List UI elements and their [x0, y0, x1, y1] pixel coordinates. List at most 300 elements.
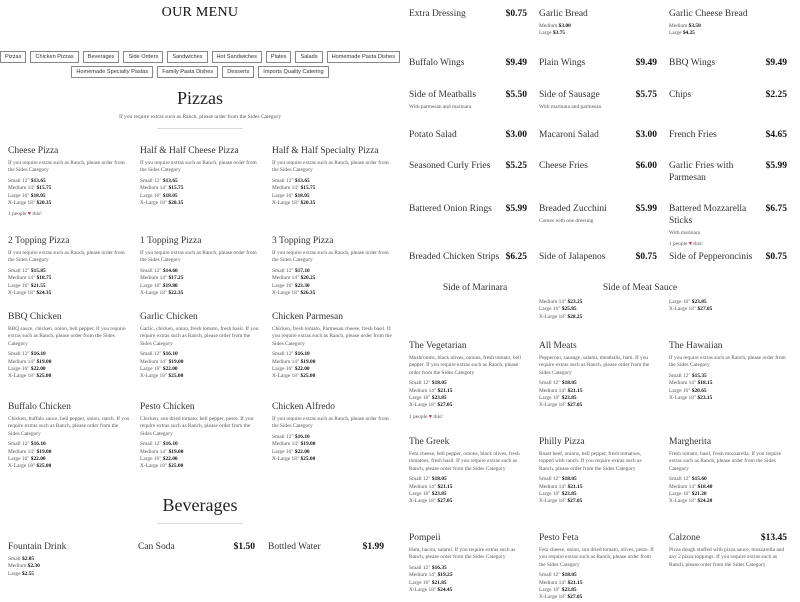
- item-name: Bottled Water: [268, 542, 321, 552]
- size-price-list: [272, 178, 394, 208]
- size-price-line: [539, 306, 582, 313]
- menu-item-the-vegetarian[interactable]: [409, 340, 527, 420]
- item-price: $9.49: [505, 58, 527, 68]
- size-label: Large 16": [272, 192, 294, 199]
- item-name-row: [539, 129, 657, 141]
- item-name: Half & Half Cheese Pizza: [140, 146, 239, 156]
- size-price-line: [669, 306, 712, 313]
- size-price-line: [8, 441, 130, 448]
- size-label: X-Large 18": [8, 290, 36, 297]
- likes-count[interactable]: [409, 414, 527, 420]
- item-name-row: [409, 129, 527, 141]
- size-price: $2.55: [21, 570, 34, 577]
- size-label: X-Large 18": [140, 373, 168, 380]
- item-name: Garlic Chicken: [140, 312, 198, 322]
- menu-item-garlic-bread[interactable]: [539, 8, 657, 38]
- item-name: Side of Jalapenos: [539, 252, 606, 262]
- likes-pre: 1 people: [409, 413, 428, 420]
- item-name: French Fries: [669, 130, 717, 140]
- menu-item-battered-onion-rings[interactable]: [409, 203, 527, 215]
- item-description: With marinara and parmesan: [539, 104, 602, 110]
- menu-item-chicken-parmesan[interactable]: [272, 311, 394, 381]
- item-price: $1.99: [362, 542, 384, 552]
- size-label: Large 16": [272, 448, 294, 455]
- size-price: $3.75: [552, 30, 565, 37]
- size-price-line: [8, 290, 130, 297]
- item-price: $2.25: [765, 90, 787, 100]
- nav-button-plates[interactable]: Plates: [266, 51, 292, 63]
- menu-item-garlic-fries-with-parmesan[interactable]: [669, 160, 787, 184]
- size-price: $20.65: [691, 387, 707, 394]
- item-description: Roast beef, onions, bell pepper, fresh tomatoes, topped with ranch. If you require extras such as Ranch, please order from the Sides Category: [539, 451, 642, 472]
- menu-item-pompeii[interactable]: [409, 532, 527, 594]
- item-name: Side of Meatballs: [409, 90, 477, 100]
- item-description: If you require extras such as Ranch, please order from the Sides Category: [272, 416, 389, 430]
- size-price: $23.15: [697, 395, 713, 402]
- menu-item-extra-dressing[interactable]: [409, 8, 527, 20]
- item-name-row: [669, 532, 787, 544]
- size-price-list: [539, 380, 657, 410]
- item-name-row: [539, 436, 657, 448]
- size-price-line: [8, 200, 130, 207]
- size-price: $19.00: [36, 358, 52, 365]
- menu-item-buffalo-wings[interactable]: [409, 57, 527, 69]
- size-price: $18.05: [561, 572, 577, 579]
- size-label: Small 12": [140, 267, 162, 274]
- item-name: BBQ Wings: [669, 58, 716, 68]
- menu-item-battered-mozzarella-sticks[interactable]: [669, 203, 787, 247]
- size-price-line: [140, 290, 262, 297]
- size-price-line: [409, 380, 527, 387]
- size-label: Small 12": [8, 351, 30, 358]
- item-name-row: [8, 235, 130, 247]
- size-price-line: [8, 283, 130, 290]
- size-label: Small: [8, 556, 21, 562]
- size-label: Medium 14": [272, 358, 300, 365]
- size-label: Small 12": [272, 267, 294, 274]
- menu-item-chips[interactable]: [669, 89, 787, 101]
- item-description: With parmesan and marinara: [409, 104, 472, 110]
- size-label: Large 16": [272, 366, 294, 373]
- item-name: Chips: [669, 90, 692, 100]
- menu-item-half-half-specialty-pizza[interactable]: [272, 145, 394, 207]
- size-price: $23.25: [567, 299, 583, 305]
- size-label: Medium 14": [539, 387, 567, 394]
- item-name-row: [669, 160, 787, 184]
- size-price-line: [409, 572, 527, 579]
- menu-item-side-of-sausage[interactable]: [539, 89, 657, 111]
- nav-button-homemade-pasta-dishes[interactable]: Homemade Pasta Dishes: [327, 51, 400, 63]
- item-description: Garlic, chicken, onion, fresh tomato, fresh basil. If you require extras such as Ranch, please order from the Sides Category: [140, 326, 259, 347]
- size-price: $14.60: [162, 267, 178, 274]
- menu-item-2-topping-pizza[interactable]: [8, 235, 130, 297]
- size-label: X-Large 18": [669, 395, 697, 402]
- menu-item-half-half-cheese-pizza[interactable]: [140, 145, 262, 207]
- size-price: $23.85: [561, 587, 577, 594]
- item-name-row: [8, 311, 130, 323]
- item-price: $9.49: [635, 58, 657, 68]
- menu-item-potato-salad[interactable]: [409, 129, 527, 141]
- size-price-line: [272, 283, 394, 290]
- nav-button-salads[interactable]: Salads: [295, 51, 322, 63]
- size-label: Medium 14": [539, 299, 567, 305]
- size-price: $19.25: [437, 572, 453, 579]
- size-price: $18.05: [561, 476, 577, 483]
- size-price-line: [272, 456, 394, 463]
- item-name-row: [140, 235, 262, 247]
- menu-item-plain-wings[interactable]: [539, 57, 657, 69]
- size-price: $22.00: [294, 448, 310, 455]
- nav-button-desserts[interactable]: Desserts: [222, 66, 254, 78]
- size-price-line: [539, 484, 657, 491]
- size-price-line: [539, 30, 657, 37]
- size-price-line: [669, 388, 787, 395]
- size-label: Small 12": [140, 351, 162, 358]
- size-price: $2.05: [21, 556, 35, 562]
- size-price: $22.35: [168, 290, 184, 297]
- item-price: $9.49: [765, 58, 787, 68]
- size-label: Small 12": [8, 267, 30, 274]
- size-label: X-Large 18": [140, 463, 168, 470]
- size-price: $17.25: [168, 275, 184, 282]
- size-label: Large 16": [140, 192, 162, 199]
- size-price-line: [539, 314, 582, 321]
- item-description: Pizza dough stuffed with pizza sauce, mozzarella and any 2 pizza toppings. If you require extras such as Ranch, please order from the Sides Category: [669, 547, 785, 568]
- menu-item-pesto-feta[interactable]: [539, 532, 657, 602]
- size-price-list: [539, 572, 657, 602]
- size-label: Large 16": [669, 299, 691, 305]
- item-name-row: [140, 311, 262, 323]
- item-price: $6.75: [765, 204, 787, 214]
- item-name: Side of Pepperoncinis: [669, 252, 753, 262]
- size-price-list: [272, 268, 394, 298]
- size-label: Small 12": [669, 476, 691, 483]
- item-price: $0.75: [635, 252, 657, 262]
- size-label: Medium 14": [539, 579, 567, 586]
- size-label: X-Large 18": [140, 200, 168, 207]
- size-price: $16.10: [162, 441, 178, 448]
- size-price-line: [272, 290, 394, 297]
- item-name-row: [409, 340, 527, 352]
- size-label: Medium 14": [409, 483, 437, 490]
- item-name-row: [272, 311, 394, 323]
- nav-button-sandwiches[interactable]: Sandwiches: [167, 51, 207, 63]
- size-price: $27.05: [697, 306, 713, 313]
- item-name: Garlic Fries with Parmesan: [669, 161, 734, 183]
- size-label: Large 16": [8, 192, 30, 199]
- menu-item-seasoned-curly-fries[interactable]: [409, 160, 527, 172]
- size-label: Medium 14": [8, 275, 36, 282]
- menu-item-the-hawaiian[interactable]: [669, 340, 787, 402]
- size-price-line: [669, 476, 787, 483]
- size-price-line: [669, 498, 787, 505]
- item-name: Battered Mozzarella Sticks: [669, 204, 747, 226]
- pizzas-subtitle: If you require extras such as Ranch, please order from the Sides Category: [118, 114, 282, 120]
- item-price: $4.65: [765, 130, 787, 140]
- item-description: With marinara: [669, 230, 701, 236]
- size-label: Large 16": [140, 366, 162, 373]
- menu-item-3-topping-pizza[interactable]: [272, 235, 394, 297]
- size-price-line: [272, 200, 394, 207]
- menu-item-philly-pizza[interactable]: [539, 436, 657, 506]
- size-price-line: [140, 373, 262, 380]
- menu-item-all-meats[interactable]: [539, 340, 657, 410]
- size-label: Medium: [8, 563, 27, 570]
- size-price: $28.25: [567, 313, 583, 320]
- item-name-row: [539, 251, 657, 263]
- likes-post: this!: [32, 211, 42, 218]
- size-price-list: [8, 556, 130, 578]
- size-label: X-Large 18": [8, 373, 36, 380]
- pizzas-heading: Pizzas: [177, 88, 223, 108]
- menu-item-chicken-alfredo[interactable]: [272, 401, 394, 463]
- size-label: Large 16": [409, 395, 431, 402]
- item-name: Seasoned Curly Fries: [409, 161, 491, 171]
- size-price: $20.35: [300, 200, 316, 207]
- item-name-row: [669, 8, 787, 20]
- item-name-row: [8, 145, 130, 157]
- size-price-line: [272, 185, 394, 192]
- item-price: $5.99: [505, 204, 527, 214]
- size-price-line: [140, 185, 262, 192]
- heart-icon[interactable]: ♥: [27, 211, 31, 218]
- menu-item-cheese-pizza[interactable]: [8, 145, 130, 217]
- item-name: Potato Salad: [409, 130, 457, 140]
- likes-count[interactable]: [8, 211, 130, 217]
- item-description: If you require extras such as Ranch, please order from the Sides Category: [140, 250, 257, 264]
- menu-item-side-of-meatballs[interactable]: [409, 89, 527, 111]
- size-price: $16.35: [431, 564, 447, 571]
- item-name: Breaded Chicken Strips: [409, 252, 500, 262]
- size-price-line: [8, 463, 130, 470]
- item-name-row: [409, 89, 527, 101]
- item-name: Garlic Cheese Bread: [669, 9, 748, 19]
- size-price: $16.10: [30, 441, 46, 448]
- menu-item-french-fries[interactable]: [669, 129, 787, 141]
- size-label: X-Large 18": [8, 200, 36, 207]
- item-name: Buffalo Chicken: [8, 402, 71, 412]
- item-name-row: [669, 436, 787, 448]
- size-price: $24.45: [437, 587, 453, 594]
- item-name-row: [539, 8, 657, 20]
- item-name-row: [8, 401, 130, 413]
- size-price: $21.55: [30, 282, 46, 289]
- item-name-row: [409, 203, 527, 215]
- size-label: Small 12": [8, 177, 30, 184]
- size-label: Large 16": [140, 282, 162, 289]
- size-price: $21.15: [567, 387, 583, 394]
- size-price-list: [272, 434, 394, 464]
- size-price: $27.05: [567, 402, 583, 409]
- size-price-line: [272, 373, 394, 380]
- menu-item-bottled-water[interactable]: [268, 541, 384, 553]
- size-price-line: [409, 498, 527, 505]
- item-price: $5.25: [505, 161, 527, 171]
- item-description: Feta cheese, onion, sun dried tomato, olives, pesto. If you require extras such as Ranch, please order from the Sides Category: [539, 547, 654, 568]
- menu-item-bbq-wings[interactable]: [669, 57, 787, 69]
- item-name: Buffalo Wings: [409, 58, 465, 68]
- likes-post: this!: [693, 241, 703, 248]
- size-label: Small 12": [409, 564, 431, 571]
- size-price: $21.15: [567, 483, 583, 490]
- size-price-list: [539, 476, 657, 506]
- size-price: $22.00: [162, 366, 178, 373]
- item-description: Chicken, buffalo sauce, bell pepper, onion, ranch. If you require extras such as Ranch, please order from the Sides Category: [8, 416, 130, 437]
- size-price: $16.10: [294, 433, 310, 440]
- menu-item-fountain-drink[interactable]: [8, 541, 130, 578]
- size-label: Medium 14": [272, 275, 300, 282]
- menu-item-pesto-chicken[interactable]: [140, 401, 262, 471]
- size-price-line: [8, 359, 130, 366]
- size-price: $22.00: [162, 456, 178, 463]
- item-name-row: [268, 541, 384, 553]
- size-label: X-Large 18": [272, 290, 300, 297]
- item-name: Cheese Pizza: [8, 146, 59, 156]
- item-name-row: [409, 57, 527, 69]
- nav-button-beverages[interactable]: Beverages: [83, 51, 120, 63]
- item-price: $3.00: [505, 130, 527, 140]
- size-label: Large 16": [272, 282, 294, 289]
- size-label: X-Large 18": [409, 402, 437, 409]
- menu-item-buffalo-chicken[interactable]: [8, 401, 130, 471]
- item-name-row: [138, 541, 255, 553]
- nav-button-pizzas[interactable]: Pizzas: [0, 51, 26, 63]
- size-price: $3.00: [558, 23, 571, 29]
- size-price: $21.15: [437, 483, 453, 490]
- menu-item-the-greek[interactable]: [409, 436, 527, 506]
- menu-item-breaded-chicken-strips[interactable]: [409, 251, 527, 263]
- item-name-row: [669, 57, 787, 69]
- nav-button-chicken-pizzas[interactable]: Chicken Pizzas: [30, 51, 78, 63]
- item-name-row: [669, 89, 787, 101]
- size-label: Medium 14": [8, 448, 36, 455]
- size-price-list: [409, 476, 527, 506]
- size-price: $21.85: [431, 579, 447, 586]
- size-price-line: [669, 30, 787, 37]
- item-description: If you require extras such as Ranch, please order from the Sides Category: [140, 160, 257, 174]
- size-price: $27.05: [437, 498, 453, 505]
- item-description: Mushrooms, black olives, onions, fresh tomato, bell pepper. If you require extras such as Ranch, please order from the Sides Category: [409, 355, 521, 376]
- size-price-list: [409, 380, 527, 410]
- size-price: $23.30: [294, 282, 310, 289]
- size-price-line: [8, 373, 130, 380]
- size-label: Small 12": [272, 177, 294, 184]
- size-price-list: [140, 351, 262, 381]
- size-price: $27.05: [567, 498, 583, 505]
- size-price: $3.50: [688, 23, 701, 29]
- menu-item-calzone[interactable]: [669, 532, 787, 569]
- size-price-line: [140, 200, 262, 207]
- size-price: $13.65: [30, 177, 46, 184]
- nav-button-family-pasta-dishes[interactable]: Family Pasta Dishes: [157, 66, 218, 78]
- size-price: $25.00: [168, 463, 184, 470]
- size-price: $15.60: [691, 476, 707, 483]
- likes-count[interactable]: [669, 241, 787, 247]
- size-price-list: [539, 23, 657, 38]
- menu-item-bbq-chicken[interactable]: [8, 311, 130, 381]
- item-price: $3.00: [635, 130, 657, 140]
- item-name-row: [669, 203, 787, 227]
- nav-button-hot-sandwiches[interactable]: Hot Sandwiches: [212, 51, 262, 63]
- size-label: X-Large 18": [8, 463, 36, 470]
- item-name: Margherita: [669, 437, 712, 447]
- size-price-line: [140, 441, 262, 448]
- size-label: X-Large 18": [409, 587, 437, 594]
- item-name-row: [539, 160, 657, 172]
- size-price-list: [140, 268, 262, 298]
- size-label: Medium: [539, 23, 558, 29]
- menu-item-garlic-chicken[interactable]: [140, 311, 262, 381]
- size-price-line: [8, 563, 130, 570]
- size-label: Medium 14": [669, 380, 697, 387]
- item-description: Chicken, fresh tomato, Parmesan cheese, fresh basil. If you require extras such as Ranch, please order from the Sides Category: [272, 326, 392, 347]
- size-price-line: [8, 351, 130, 358]
- size-label: Small 12": [140, 177, 162, 184]
- menu-item-garlic-cheese-bread[interactable]: [669, 8, 787, 38]
- size-label: Medium 14": [272, 441, 300, 448]
- size-price-line: [140, 275, 262, 282]
- heart-icon[interactable]: ♥: [688, 241, 692, 248]
- size-label: Small 12": [272, 433, 294, 440]
- nav-button-imports-quality-catering[interactable]: Imports Quality Catering: [258, 66, 328, 78]
- size-label: Large 16": [8, 456, 30, 463]
- menu-item-margherita[interactable]: [669, 436, 787, 506]
- size-label: Small 12": [539, 476, 561, 483]
- size-label: Medium: [669, 23, 688, 29]
- item-name: All Meats: [539, 341, 577, 351]
- item-name: Philly Pizza: [539, 437, 585, 447]
- item-name: Fountain Drink: [8, 542, 67, 552]
- item-name-row: [539, 532, 657, 544]
- menu-item-cheese-fries[interactable]: [539, 160, 657, 172]
- nav-button-side-orders[interactable]: Side Orders: [123, 51, 163, 63]
- size-price-line: [409, 587, 527, 594]
- menu-item-breaded-zucchini[interactable]: [539, 203, 657, 225]
- size-label: Small 12": [272, 351, 294, 358]
- menu-item-macaroni-salad[interactable]: [539, 129, 657, 141]
- menu-item-1-topping-pizza[interactable]: [140, 235, 262, 297]
- size-price-list: [8, 178, 130, 208]
- size-price-line: [140, 351, 262, 358]
- menu-item-can-soda[interactable]: [138, 541, 255, 553]
- size-price-line: [272, 275, 394, 282]
- nav-button-homemade-specialty-pastas[interactable]: Homemade Specialty Pastas: [71, 66, 153, 78]
- size-label: Large 16": [409, 579, 431, 586]
- item-name: Pompeii: [409, 533, 441, 543]
- menu-item-side-of-jalapenos[interactable]: [539, 251, 657, 263]
- size-label: Small 12": [409, 380, 431, 387]
- item-description: Ham, bacon, salami. If you require extras such as Ranch, please order from the Sides Category: [409, 547, 516, 561]
- item-name-row: [8, 541, 130, 553]
- category-nav-row-1: [0, 51, 400, 63]
- size-price-list: [669, 476, 787, 506]
- size-price-line: [140, 283, 262, 290]
- size-price: $27.05: [437, 402, 453, 409]
- likes-post: this!: [433, 413, 443, 420]
- heart-icon[interactable]: ♥: [428, 413, 432, 420]
- menu-item-side-of-pepperoncinis[interactable]: [669, 251, 787, 263]
- item-description: Pepperoni, sausage, salami, meatballs, ham. If you require extras such as Ranch, please order from the Sides Category: [539, 355, 650, 376]
- size-price: $15.75: [168, 185, 184, 192]
- size-price: $23.85: [431, 395, 447, 402]
- item-name: Can Soda: [138, 542, 175, 552]
- item-name-row: [669, 340, 787, 352]
- size-label: Large 16": [409, 491, 431, 498]
- size-label: Medium 14": [140, 275, 168, 282]
- size-label: Large 16": [669, 387, 691, 394]
- size-price-list: [8, 441, 130, 471]
- size-price: $18.75: [36, 275, 52, 282]
